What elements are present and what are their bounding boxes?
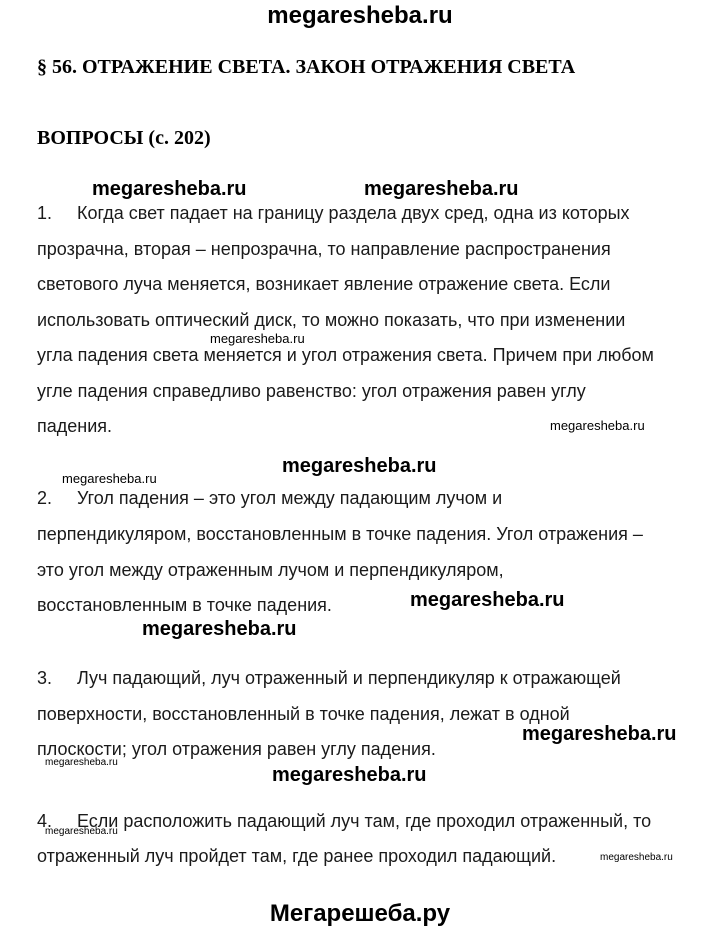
answer-1-line-5: угла падения света меняется и угол отражения света. Причем при любом: [37, 345, 654, 365]
answer-number: 1.: [37, 203, 53, 223]
site-header: megaresheba.ru: [267, 2, 453, 29]
watermark: megaresheba.ru: [92, 178, 247, 200]
answer-3-line-3: плоскости; угол отражения равен углу падения.: [37, 739, 436, 759]
watermark: megaresheba.ru: [282, 455, 437, 477]
answer-2-line-3: это угол между отраженным лучом и перпендикуляром,: [37, 560, 504, 580]
answer-number: 3.: [37, 668, 53, 688]
answer-number: 2.: [37, 488, 53, 508]
answer-1-line-6: угле падения справедливо равенство: угол отражения равен углу: [37, 381, 586, 401]
watermark: megaresheba.ru: [364, 178, 519, 200]
watermark: megaresheba.ru: [550, 418, 645, 433]
watermark: megaresheba.ru: [522, 723, 677, 745]
watermark: megaresheba.ru: [142, 618, 297, 640]
answer-3-line-1: 3. Луч падающий, луч отраженный и перпендикуляр к отражающей: [37, 668, 621, 688]
watermark: megaresheba.ru: [45, 757, 118, 768]
site-footer: Мегарешеба.ру: [269, 900, 451, 927]
answer-4-line-2: отраженный луч пройдет там, где ранее проходил падающий.: [37, 846, 557, 866]
answer-4-line-1: 4. Если расположить падающий луч там, где проходил отраженный, то: [37, 811, 652, 831]
answer-3-line-2: поверхности, восстановленный в точке падения, лежат в одной: [37, 704, 570, 724]
watermark: megaresheba.ru: [62, 471, 157, 486]
watermark: megaresheba.ru: [210, 331, 305, 346]
watermark: megaresheba.ru: [410, 589, 565, 611]
answer-number: 4.: [37, 811, 53, 831]
watermark: megaresheba.ru: [45, 826, 118, 837]
answer-2-line-1: 2. Угол падения – это угол между падающим лучом и: [37, 488, 503, 508]
section-title: § 56. ОТРАЖЕНИЕ СВЕТА. ЗАКОН ОТРАЖЕНИЯ СВЕТА: [37, 56, 576, 78]
watermark: megaresheba.ru: [272, 764, 427, 786]
answer-1-line-7: падения.: [37, 416, 113, 436]
answer-1-line-2: прозрачна, вторая – непрозрачна, то направление распространения: [37, 239, 611, 259]
answer-1-line-1: 1. Когда свет падает на границу раздела двух сред, одна из которых: [37, 203, 630, 223]
answer-1-line-4: использовать оптический диск, то можно показать, что при изменении: [37, 310, 626, 330]
watermark: megaresheba.ru: [600, 852, 673, 863]
answer-2-line-4: восстановленным в точке падения.: [37, 595, 332, 615]
answer-2-line-2: перпендикуляром, восстановленным в точке падения. Угол отражения –: [37, 524, 643, 544]
answer-1-line-3: светового луча меняется, возникает явление отражение света. Если: [37, 274, 611, 294]
questions-title: ВОПРОСЫ (с. 202): [37, 127, 211, 149]
